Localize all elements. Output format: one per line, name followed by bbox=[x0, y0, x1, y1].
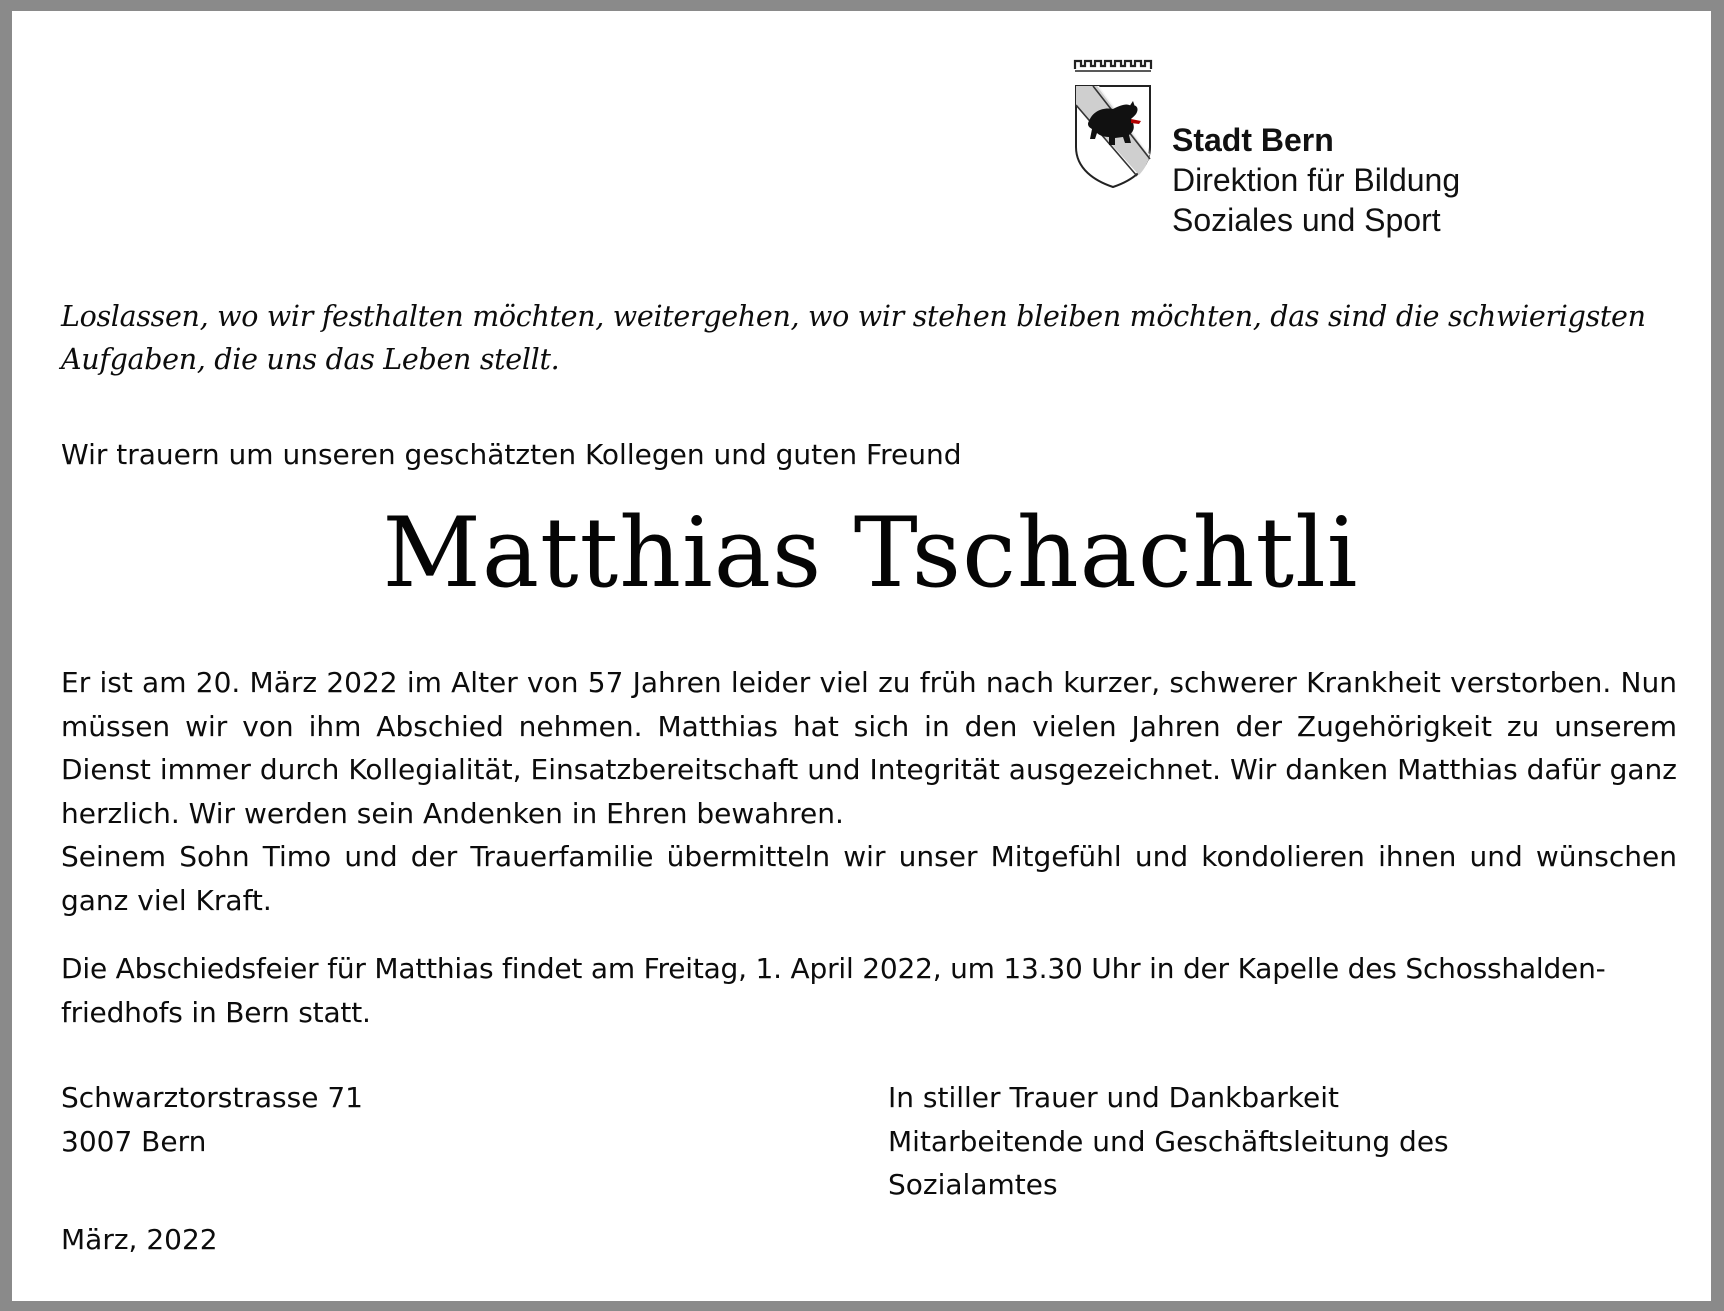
deceased-name: Matthias Tschachtli bbox=[382, 497, 1359, 609]
address-block bbox=[61, 1076, 363, 1163]
body-paragraph-2: Seinem Sohn Timo und der Trauerfamilie übermitteln wir unser Mitgefühl und kondolieren ihnen und wünschen ganz viel Kraft. bbox=[61, 840, 1677, 917]
intro-line: Wir trauern um unseren geschätzten Kollegen und guten Freund bbox=[61, 438, 962, 471]
organization-name: Stadt Bern bbox=[1172, 122, 1334, 158]
service-line-2: friedhofs in Bern statt. bbox=[61, 995, 371, 1029]
memorial-quote: Loslassen, wo wir festhalten möchten, weitergehen, wo wir stehen bleiben möchten, das sind die schwierigsten Aufgaben, die uns das Leben stellt. bbox=[61, 300, 1646, 376]
signoff-line-1: In stiller Trauer und Dankbarkeit bbox=[888, 1081, 1339, 1114]
obituary-notice bbox=[12, 11, 1711, 1301]
body-paragraph-1: Er ist am 20. März 2022 im Alter von 57 Jahren leider viel zu früh nach kurzer, schwerer Krankheit verstorben. Nun müssen wir von ihm Abschied nehmen. Matthias hat sich in den vielen Jahren der Zugehörigkeit zu unserem Dienst immer durch Kollegialität, Einsatzbereitschaft und Integrität ausgezeichnet. Wir danken Matthias dafür ganz herzlich. Wir werden sein Andenken in Ehren bewahren. bbox=[61, 666, 1677, 830]
address-city: 3007 Bern bbox=[61, 1124, 207, 1158]
organization-header bbox=[1172, 120, 1460, 240]
address-street: Schwarztorstrasse 71 bbox=[61, 1081, 363, 1114]
department-line-2: Soziales und Sport bbox=[1172, 202, 1441, 238]
service-line-1: Die Abschiedsfeier für Matthias findet am Freitag, 1. April 2022, um 13.30 Uhr in der Kapelle des Schosshalden- bbox=[61, 952, 1606, 985]
signoff-block bbox=[888, 1076, 1449, 1207]
funeral-service-info bbox=[61, 947, 1677, 1034]
signoff-line-3: Sozialamtes bbox=[888, 1168, 1058, 1201]
bern-coat-of-arms-bear-icon bbox=[1073, 59, 1155, 189]
department-line-1: Direktion für Bildung bbox=[1172, 162, 1461, 198]
notice-date: März, 2022 bbox=[61, 1223, 218, 1256]
obituary-body bbox=[61, 661, 1677, 922]
signoff-line-2: Mitarbeitende und Geschäftsleitung des bbox=[888, 1124, 1449, 1158]
